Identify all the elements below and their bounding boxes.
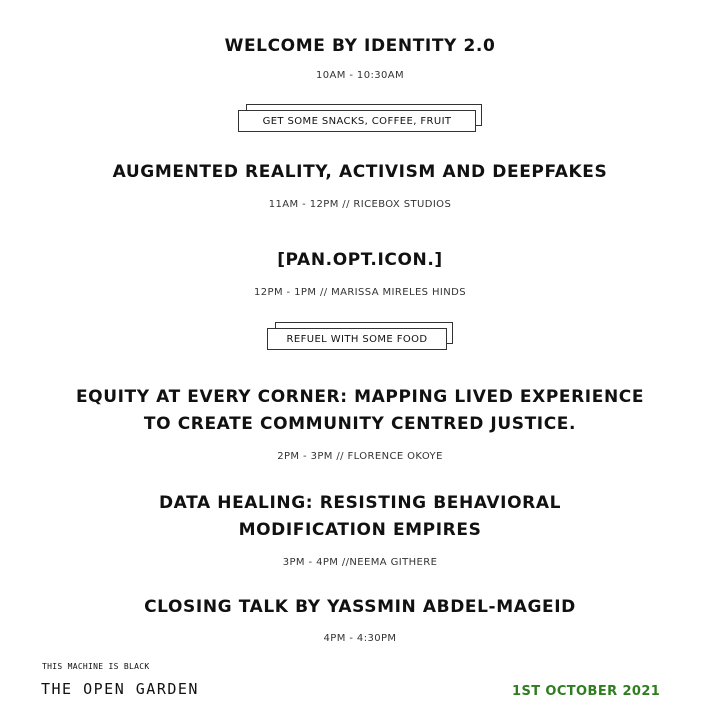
brand-name: THE OPEN GARDEN (41, 680, 199, 698)
session-title-line-2: TO CREATE COMMUNITY CENTRED JUSTICE. (143, 414, 577, 434)
event-date: 1ST OCTOBER 2021 (512, 684, 661, 699)
break-label: GET SOME SNACKS, COFFEE, FRUIT (238, 110, 476, 132)
session-title-line-1: DATA HEALING: RESISTING BEHAVIORAL (158, 493, 562, 513)
break-box (238, 104, 482, 132)
session-title-line-2: MODIFICATION EMPIRES (238, 520, 482, 540)
session-title: AUGMENTED REALITY, ACTIVISM AND DEEPFAKES (112, 162, 608, 182)
session-time: 4PM - 4:30PM (323, 633, 397, 644)
session-time: 10AM - 10:30AM (315, 70, 405, 81)
brand-tagline: THIS MACHINE IS BLACK (42, 662, 150, 671)
session-title: [PAN.OPT.ICON.] (277, 250, 443, 270)
break-box (267, 322, 453, 350)
session-title: CLOSING TALK BY YASSMIN ABDEL-MAGEID (144, 597, 576, 617)
break-label: REFUEL WITH SOME FOOD (267, 328, 447, 350)
session-time: 3PM - 4PM //NEEMA GITHERE (282, 557, 438, 568)
session-time: 11AM - 12PM // RICEBOX STUDIOS (268, 199, 452, 210)
session-title-line-1: EQUITY AT EVERY CORNER: MAPPING LIVED EXPERIENCE (75, 387, 645, 407)
session-title: WELCOME BY IDENTITY 2.0 (224, 36, 496, 56)
session-time: 2PM - 3PM // FLORENCE OKOYE (277, 451, 443, 462)
session-time: 12PM - 1PM // MARISSA MIRELES HINDS (254, 287, 466, 298)
